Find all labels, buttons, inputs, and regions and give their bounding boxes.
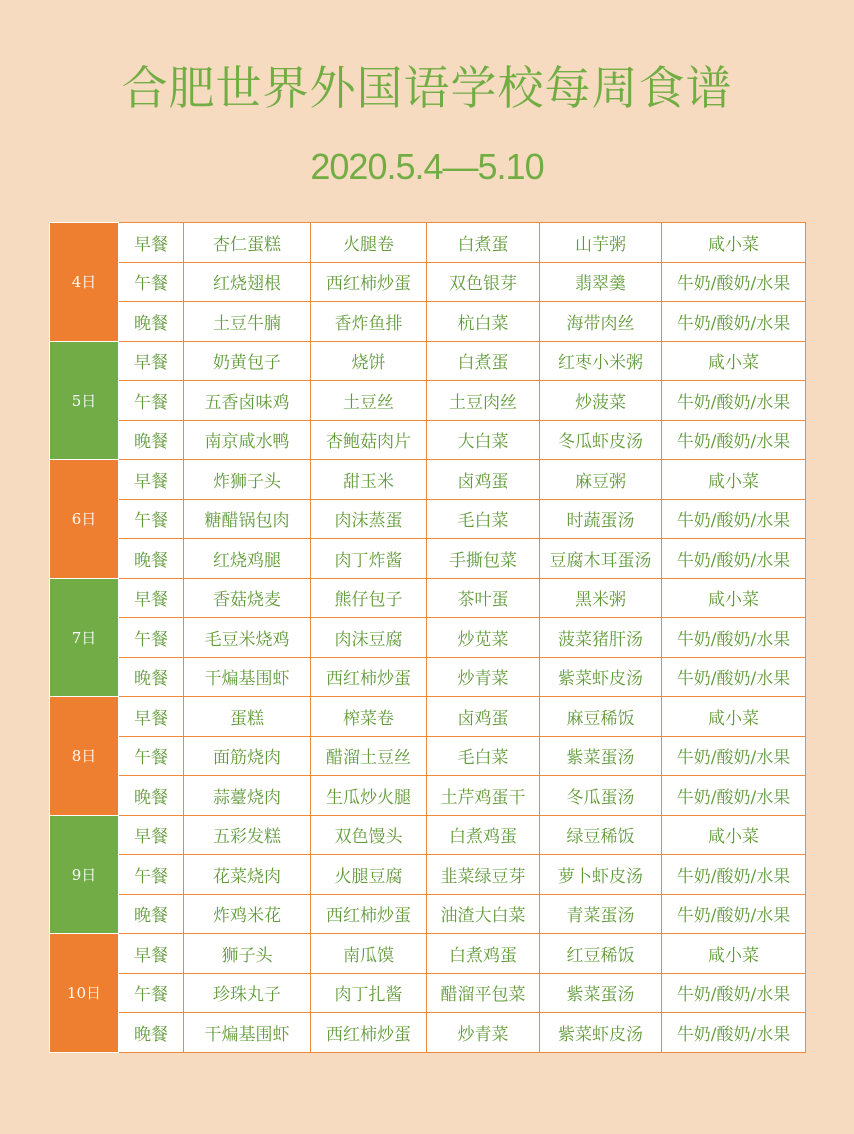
dish-cell: 西红柿炒蛋 [311, 1013, 427, 1053]
dish-cell: 牛奶/酸奶/水果 [662, 539, 806, 579]
dish-cell: 五香卤味鸡 [184, 381, 311, 421]
table-row [50, 1013, 806, 1053]
dish-cell: 牛奶/酸奶/水果 [662, 499, 806, 539]
dish-cell: 茶叶蛋 [427, 578, 540, 618]
meal-label: 午餐 [119, 736, 184, 776]
meal-label: 早餐 [119, 934, 184, 974]
meal-label: 晚餐 [119, 539, 184, 579]
dish-cell: 干煸基围虾 [184, 1013, 311, 1053]
day-label: 8日 [50, 697, 119, 816]
dish-cell: 咸小菜 [662, 223, 806, 263]
dish-cell: 时蔬蛋汤 [540, 499, 662, 539]
dish-cell: 牛奶/酸奶/水果 [662, 381, 806, 421]
dish-cell: 五彩发糕 [184, 815, 311, 855]
table-row [50, 578, 806, 618]
dish-cell: 杏仁蛋糕 [184, 223, 311, 263]
dish-cell: 牛奶/酸奶/水果 [662, 420, 806, 460]
meal-label: 午餐 [119, 618, 184, 658]
dish-cell: 醋溜平包菜 [427, 973, 540, 1013]
dish-cell: 豆腐木耳蛋汤 [540, 539, 662, 579]
dish-cell: 大白菜 [427, 420, 540, 460]
dish-cell: 西红柿炒蛋 [311, 894, 427, 934]
table-row [50, 302, 806, 342]
dish-cell: 南瓜馍 [311, 934, 427, 974]
dish-cell: 土豆牛腩 [184, 302, 311, 342]
table-row [50, 539, 806, 579]
dish-cell: 蒜薹烧肉 [184, 776, 311, 816]
dish-cell: 炒菠菜 [540, 381, 662, 421]
dish-cell: 牛奶/酸奶/水果 [662, 1013, 806, 1053]
meal-label: 晚餐 [119, 302, 184, 342]
weekly-menu-table [49, 222, 806, 1053]
day-label: 9日 [50, 815, 119, 934]
table-row [50, 381, 806, 421]
dish-cell: 杏鲍菇肉片 [311, 420, 427, 460]
table-row [50, 736, 806, 776]
dish-cell: 西红柿炒蛋 [311, 262, 427, 302]
dish-cell: 红枣小米粥 [540, 341, 662, 381]
dish-cell: 蛋糕 [184, 697, 311, 737]
table-row [50, 776, 806, 816]
dish-cell: 咸小菜 [662, 341, 806, 381]
dish-cell: 红烧翅根 [184, 262, 311, 302]
dish-cell: 紫菜蛋汤 [540, 973, 662, 1013]
meal-label: 晚餐 [119, 776, 184, 816]
meal-label: 早餐 [119, 697, 184, 737]
dish-cell: 炸狮子头 [184, 460, 311, 500]
day-label: 6日 [50, 460, 119, 579]
dish-cell: 白煮鸡蛋 [427, 815, 540, 855]
table-row [50, 934, 806, 974]
day-label: 7日 [50, 578, 119, 697]
dish-cell: 菠菜猪肝汤 [540, 618, 662, 658]
dish-cell: 炒青菜 [427, 657, 540, 697]
dish-cell: 毛白菜 [427, 499, 540, 539]
dish-cell: 山芋粥 [540, 223, 662, 263]
table-row [50, 973, 806, 1013]
table-row [50, 262, 806, 302]
dish-cell: 牛奶/酸奶/水果 [662, 776, 806, 816]
menu-body [50, 223, 806, 1053]
dish-cell: 双色馒头 [311, 815, 427, 855]
dish-cell: 土豆丝 [311, 381, 427, 421]
dish-cell: 麻豆稀饭 [540, 697, 662, 737]
dish-cell: 牛奶/酸奶/水果 [662, 894, 806, 934]
dish-cell: 绿豆稀饭 [540, 815, 662, 855]
dish-cell: 糖醋锅包肉 [184, 499, 311, 539]
dish-cell: 醋溜土豆丝 [311, 736, 427, 776]
dish-cell: 紫菜蛋汤 [540, 736, 662, 776]
meal-label: 午餐 [119, 262, 184, 302]
dish-cell: 咸小菜 [662, 934, 806, 974]
dish-cell: 翡翠羹 [540, 262, 662, 302]
dish-cell: 南京咸水鸭 [184, 420, 311, 460]
day-label: 10日 [50, 934, 119, 1053]
table-row [50, 855, 806, 895]
dish-cell: 紫菜虾皮汤 [540, 657, 662, 697]
meal-label: 晚餐 [119, 894, 184, 934]
meal-label: 晚餐 [119, 420, 184, 460]
meal-label: 午餐 [119, 499, 184, 539]
meal-label: 早餐 [119, 460, 184, 500]
dish-cell: 熊仔包子 [311, 578, 427, 618]
dish-cell: 牛奶/酸奶/水果 [662, 302, 806, 342]
table-row [50, 420, 806, 460]
dish-cell: 卤鸡蛋 [427, 697, 540, 737]
meal-label: 早餐 [119, 578, 184, 618]
dish-cell: 土芹鸡蛋干 [427, 776, 540, 816]
dish-cell: 甜玉米 [311, 460, 427, 500]
dish-cell: 火腿卷 [311, 223, 427, 263]
dish-cell: 炒苋菜 [427, 618, 540, 658]
dish-cell: 红烧鸡腿 [184, 539, 311, 579]
table-row [50, 341, 806, 381]
table-row [50, 223, 806, 263]
meal-label: 早餐 [119, 223, 184, 263]
table-row [50, 460, 806, 500]
table-row [50, 657, 806, 697]
dish-cell: 奶黄包子 [184, 341, 311, 381]
dish-cell: 卤鸡蛋 [427, 460, 540, 500]
table-row [50, 894, 806, 934]
meal-label: 晚餐 [119, 1013, 184, 1053]
dish-cell: 咸小菜 [662, 578, 806, 618]
meal-label: 午餐 [119, 973, 184, 1013]
dish-cell: 烧饼 [311, 341, 427, 381]
dish-cell: 韭菜绿豆芽 [427, 855, 540, 895]
dish-cell: 麻豆粥 [540, 460, 662, 500]
dish-cell: 干煸基围虾 [184, 657, 311, 697]
page-title: 合肥世界外国语学校每周食谱 [121, 61, 733, 115]
table-row [50, 618, 806, 658]
dish-cell: 炒青菜 [427, 1013, 540, 1053]
meal-label: 早餐 [119, 815, 184, 855]
dish-cell: 牛奶/酸奶/水果 [662, 855, 806, 895]
dish-cell: 炸鸡米花 [184, 894, 311, 934]
dish-cell: 咸小菜 [662, 815, 806, 855]
dish-cell: 面筋烧肉 [184, 736, 311, 776]
dish-cell: 牛奶/酸奶/水果 [662, 618, 806, 658]
dish-cell: 咸小菜 [662, 460, 806, 500]
dish-cell: 牛奶/酸奶/水果 [662, 736, 806, 776]
dish-cell: 双色银芽 [427, 262, 540, 302]
dish-cell: 肉沫豆腐 [311, 618, 427, 658]
dish-cell: 花菜烧肉 [184, 855, 311, 895]
dish-cell: 毛豆米烧鸡 [184, 618, 311, 658]
table-row [50, 815, 806, 855]
day-label: 4日 [50, 223, 119, 342]
dish-cell: 油渣大白菜 [427, 894, 540, 934]
dish-cell: 白煮蛋 [427, 341, 540, 381]
dish-cell: 牛奶/酸奶/水果 [662, 657, 806, 697]
table-row [50, 499, 806, 539]
dish-cell: 火腿豆腐 [311, 855, 427, 895]
dish-cell: 西红柿炒蛋 [311, 657, 427, 697]
dish-cell: 冬瓜蛋汤 [540, 776, 662, 816]
meal-label: 午餐 [119, 855, 184, 895]
dish-cell: 生瓜炒火腿 [311, 776, 427, 816]
dish-cell: 肉丁炸酱 [311, 539, 427, 579]
dish-cell: 土豆肉丝 [427, 381, 540, 421]
dish-cell: 冬瓜虾皮汤 [540, 420, 662, 460]
dish-cell: 紫菜虾皮汤 [540, 1013, 662, 1053]
dish-cell: 香菇烧麦 [184, 578, 311, 618]
dish-cell: 白煮蛋 [427, 223, 540, 263]
dish-cell: 毛白菜 [427, 736, 540, 776]
meal-label: 午餐 [119, 381, 184, 421]
dish-cell: 黑米粥 [540, 578, 662, 618]
dish-cell: 榨菜卷 [311, 697, 427, 737]
dish-cell: 青菜蛋汤 [540, 894, 662, 934]
day-label: 5日 [50, 341, 119, 460]
meal-label: 早餐 [119, 341, 184, 381]
dish-cell: 萝卜虾皮汤 [540, 855, 662, 895]
dish-cell: 红豆稀饭 [540, 934, 662, 974]
dish-cell: 杭白菜 [427, 302, 540, 342]
dish-cell: 肉丁扎酱 [311, 973, 427, 1013]
dish-cell: 珍珠丸子 [184, 973, 311, 1013]
dish-cell: 香炸鱼排 [311, 302, 427, 342]
dish-cell: 咸小菜 [662, 697, 806, 737]
date-range: 2020.5.4—5.10 [310, 146, 544, 187]
dish-cell: 手撕包菜 [427, 539, 540, 579]
dish-cell: 海带肉丝 [540, 302, 662, 342]
dish-cell: 白煮鸡蛋 [427, 934, 540, 974]
meal-label: 晚餐 [119, 657, 184, 697]
dish-cell: 牛奶/酸奶/水果 [662, 262, 806, 302]
dish-cell: 肉沫蒸蛋 [311, 499, 427, 539]
dish-cell: 狮子头 [184, 934, 311, 974]
table-row [50, 697, 806, 737]
dish-cell: 牛奶/酸奶/水果 [662, 973, 806, 1013]
